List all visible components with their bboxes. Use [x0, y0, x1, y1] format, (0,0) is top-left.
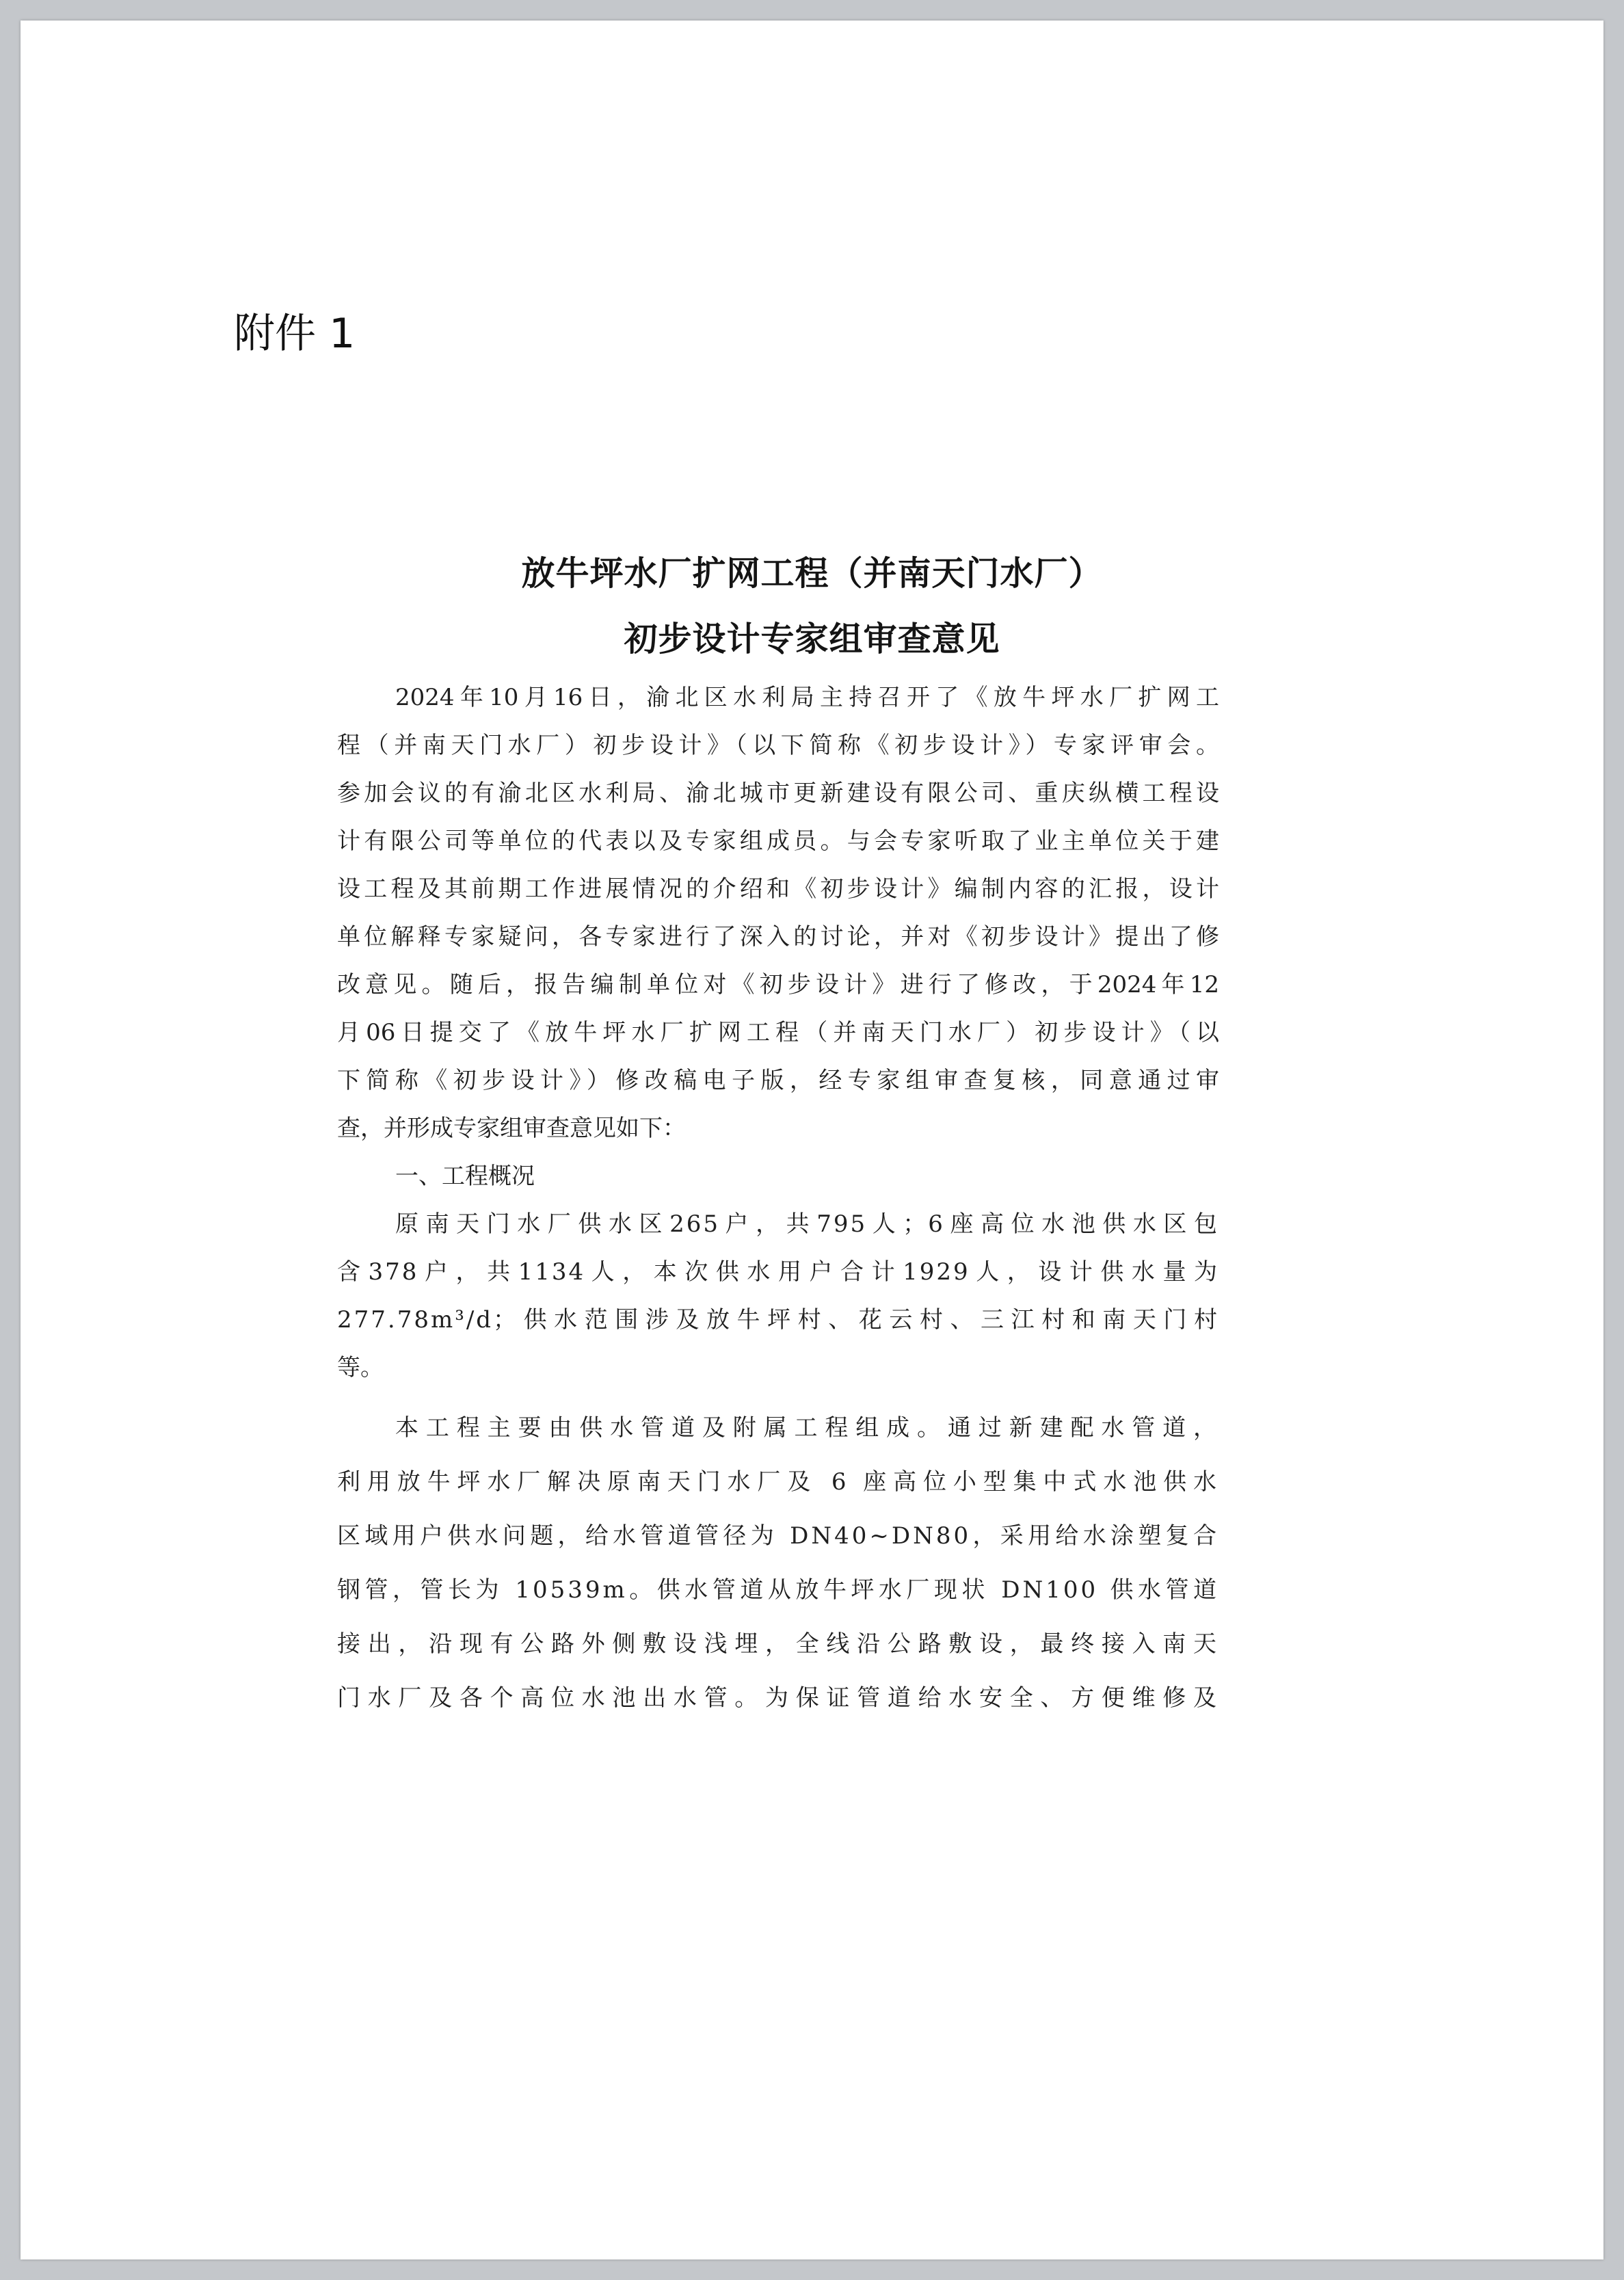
text-line: 原南天门水厂供水区265户，共795人；6座高位水池供水区包 — [395, 1210, 1219, 1238]
title-line-1: 放牛坪水厂扩网工程（并南天门水厂） — [521, 553, 1103, 593]
text-line: 277.78m³/d；供水范围涉及放牛坪村、花云村、三江村和南天门村 — [337, 1306, 1219, 1334]
paragraph-meeting-summary — [337, 674, 1219, 1152]
paragraph-project-composition — [337, 1401, 1219, 1725]
document-page — [21, 21, 1603, 2259]
text-line: 月06日提交了《放牛坪水厂扩网工程（并南天门水厂）初步设计》（以 — [337, 1019, 1219, 1046]
attachment-label: 附件 1 — [234, 310, 356, 358]
text-line: 接出，沿现有公路外侧敷设浅埋，全线沿公路敷设，最终接入南天 — [337, 1630, 1219, 1658]
text-line: 门水厂及各个高位水池出水管。为保证管道给水安全、方便维修及 — [337, 1684, 1219, 1712]
text-line: 钢管，管长为 10539m。供水管道从放牛坪水厂现状 DN100 供水管道 — [337, 1576, 1219, 1604]
document-body — [337, 674, 1219, 1725]
section-heading: 一、工程概况 — [395, 1163, 535, 1190]
text-line: 改意见。随后，报告编制单位对《初步设计》进行了修改，于2024年12 — [337, 971, 1219, 998]
text-line: 2024年10月16日，渝北区水利局主持召开了《放牛坪水厂扩网工 — [395, 684, 1219, 711]
text-line: 参加会议的有渝北区水利局、渝北城市更新建设有限公司、重庆纵横工程设 — [337, 780, 1219, 807]
document-title — [21, 540, 1603, 672]
text-line: 区域用户供水问题，给水管道管径为 DN40~DN80，采用给水涂塑复合 — [337, 1522, 1219, 1550]
text-line: 利用放牛坪水厂解决原南天门水厂及 6 座高位小型集中式水池供水 — [337, 1468, 1219, 1496]
text-line: 计有限公司等单位的代表以及专家组成员。与会专家听取了业主单位关于建 — [337, 827, 1219, 855]
text-line: 本工程主要由供水管道及附属工程组成。通过新建配水管道， — [395, 1414, 1219, 1442]
text-line: 含378户，共1134人，本次供水用户合计1929人，设计供水量为 — [337, 1258, 1219, 1286]
text-line: 设工程及其前期工作进展情况的介绍和《初步设计》编制内容的汇报，设计 — [337, 875, 1219, 903]
paragraph-project-overview — [337, 1200, 1219, 1392]
text-line: 单位解释专家疑问，各专家进行了深入的讨论，并对《初步设计》提出了修 — [337, 923, 1219, 951]
text-line: 下简称《初步设计》）修改稿电子版，经专家组审查复核，同意通过审 — [337, 1067, 1219, 1094]
paragraph-spacer — [337, 1392, 1219, 1401]
text-line: 查，并形成专家组审查意见如下： — [337, 1115, 686, 1142]
text-line: 程（并南天门水厂）初步设计》（以下简称《初步设计》）专家评审会。 — [337, 732, 1219, 759]
text-line: 等。 — [337, 1354, 384, 1381]
title-line-2: 初步设计专家组审查意见 — [624, 619, 1000, 659]
